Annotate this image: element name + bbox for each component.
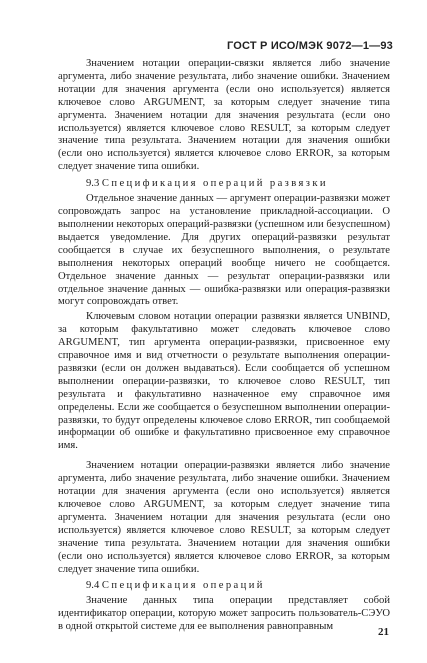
page-content xyxy=(58,58,390,634)
section-heading-9-4 xyxy=(58,579,390,592)
section-heading-9-3 xyxy=(58,177,390,190)
section-title: Спецификация операций xyxy=(101,580,265,592)
paragraph-operation-type: Значение данных типа операции представляет собой идентификатор операции, которую может запросить пользователь-СЭУО в одной открытой системе для ее выполнения равноправным xyxy=(58,595,390,633)
page-number: 21 xyxy=(378,626,389,638)
paragraph-unbind-data: Отдельное значение данных — аргумент операции-развязки может сопровождать запрос на установление прикладной-ассоциации. О выполнении некоторых операций-развязки (успешном или безуспешном) выдается уведомление. Для других операций-развязки результат сообщается в случае их безуспешного выполнения, о результате выполнения некоторых операций вообще ничего не сообщается. Отдельное значение данных — результат операции-развязки или отдельное значение данных — ошибка-развязки или операция-развязки могут сопровождать ответ. xyxy=(58,193,390,308)
paragraph-unbind-values: Значением нотации операции-развязки является либо значение аргумента, либо значение результата, либо значение ошибки. Значением нотации для значения аргумента (если оно используется) является ключевое слово ARGUMENT, за которым следует значение типа аргумента. Значением нотации для значения результата (если оно используется) является ключевое слово RESULT, за которым следует значение типа результата. Значением нотации для значения ошибки (если оно используется) является ключевое слово ERROR, за которым следует значение типа ошибки. xyxy=(58,460,390,575)
page-header: ГОСТ Р ИСО/МЭК 9072—1—93 xyxy=(226,40,393,52)
section-number: 9.4 xyxy=(86,580,100,592)
paragraph-unbind-keyword: Ключевым словом нотации операции развязки является UNBIND, за которым факультативно может следовать ключевое слово ARGUMENT, тип аргумента операции-развязки, присвоенное ему справочное имя и вид отчетности о результате выполнения операции-развязки (если он должен выдаваться). Если сообщается об успешном выполнении операции-развязки, то ключевое слово RESULT, тип результата и факультативно назначенное ему справочное имя определены. Если же сообщается о безуспешном выполнении операции-развязки, то будут определены ключевое слово ERROR, тип сообщаемой информации об ошибке и факультативно присвоенное ему справочное имя. xyxy=(58,311,390,452)
section-title: Спецификация операций развязки xyxy=(101,178,329,190)
paragraph-link-operation-values: Значением нотации операции-связки является либо значение аргумента, либо значение результата, либо значение ошибки. Значением нотации для значения аргумента (если оно используется) является ключевое слово ARGUMENT, за которым следует значение типа аргумента. Значением нотации для значения результата (если оно используется) является ключевое слово RESULT, за которым следует значение типа результата. Значением нотации для значения ошибки (если оно используется) является ключевое слово ERROR, за которым следует значение типа ошибки. xyxy=(58,58,390,173)
section-number: 9.3 xyxy=(86,178,100,190)
